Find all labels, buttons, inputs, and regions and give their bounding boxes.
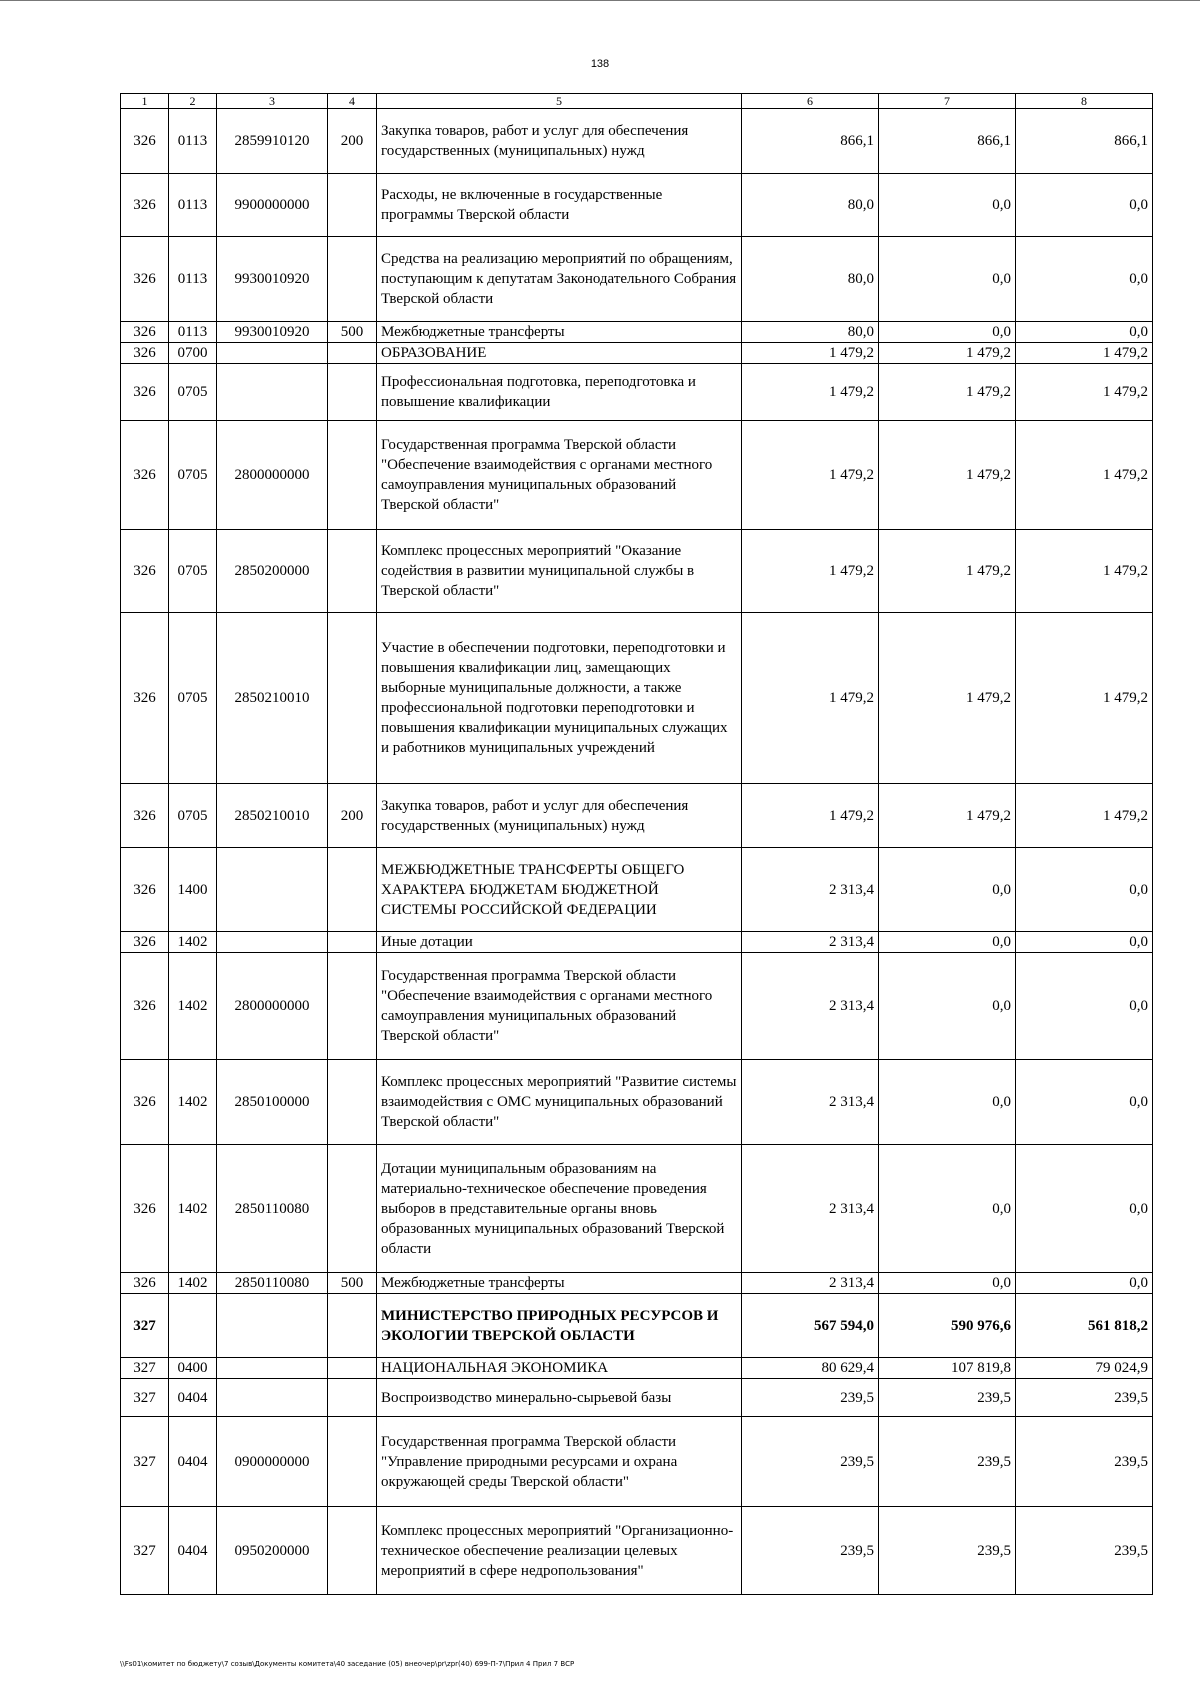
cell-expense-type (328, 1507, 377, 1595)
cell-expense-type (328, 530, 377, 613)
col-header-3: 3 (217, 94, 328, 109)
cell-amount-col8: 239,5 (1016, 1379, 1153, 1417)
cell-amount-col7: 0,0 (879, 1273, 1016, 1294)
cell-amount-col8: 239,5 (1016, 1507, 1153, 1595)
cell-amount-col8: 1 479,2 (1016, 530, 1153, 613)
cell-amount-col8: 1 479,2 (1016, 613, 1153, 784)
cell-amount-col8: 1 479,2 (1016, 784, 1153, 848)
cell-amount-col7: 0,0 (879, 1145, 1016, 1273)
cell-ministry-code: 326 (121, 530, 169, 613)
cell-target-article (217, 932, 328, 953)
cell-amount-col6: 2 313,4 (742, 1060, 879, 1145)
cell-description: Государственная программа Тверской области "Управление природными ресурсами и охрана окружающей среды Тверской области" (377, 1417, 742, 1507)
cell-amount-col7: 1 479,2 (879, 530, 1016, 613)
page-number: 138 (590, 58, 610, 70)
cell-amount-col6: 1 479,2 (742, 364, 879, 421)
cell-ministry-code: 326 (121, 109, 169, 174)
col-header-4: 4 (328, 94, 377, 109)
cell-target-article: 9930010920 (217, 322, 328, 343)
cell-ministry-code: 326 (121, 322, 169, 343)
cell-amount-col7: 239,5 (879, 1507, 1016, 1595)
cell-section-code: 0113 (169, 237, 217, 322)
cell-amount-col7: 0,0 (879, 1060, 1016, 1145)
cell-target-article: 2859910120 (217, 109, 328, 174)
cell-amount-col7: 0,0 (879, 237, 1016, 322)
cell-description: Средства на реализацию мероприятий по обращениям, поступающим к депутатам Законодательного Собрания Тверской области (377, 237, 742, 322)
cell-section-code: 0404 (169, 1379, 217, 1417)
cell-amount-col7: 239,5 (879, 1379, 1016, 1417)
cell-amount-col8: 1 479,2 (1016, 343, 1153, 364)
footer-file-path: \\Fs01\комитет по бюджету\7 созыв\Документы комитета\40 заседание (05) внеочер\pr\zpr(40) 699-П-7\Прил 4 Прил 7 ВСР (120, 1660, 575, 1668)
col-header-2: 2 (169, 94, 217, 109)
cell-section-code: 0113 (169, 322, 217, 343)
table-row (121, 848, 1153, 932)
cell-amount-col7: 1 479,2 (879, 784, 1016, 848)
cell-target-article: 2800000000 (217, 953, 328, 1060)
table-row (121, 953, 1153, 1060)
table-row (121, 1379, 1153, 1417)
cell-section-code: 0113 (169, 109, 217, 174)
cell-amount-col7: 0,0 (879, 932, 1016, 953)
cell-section-code: 0705 (169, 784, 217, 848)
cell-amount-col6: 1 479,2 (742, 421, 879, 530)
cell-amount-col8: 0,0 (1016, 237, 1153, 322)
scan-top-edge (0, 0, 1200, 1)
cell-expense-type (328, 1358, 377, 1379)
cell-amount-col6: 2 313,4 (742, 1145, 879, 1273)
cell-description: Закупка товаров, работ и услуг для обеспечения государственных (муниципальных) нужд (377, 109, 742, 174)
table-row (121, 1145, 1153, 1273)
cell-expense-type (328, 848, 377, 932)
table-row (121, 343, 1153, 364)
cell-section-code: 0113 (169, 174, 217, 237)
cell-amount-col6: 2 313,4 (742, 932, 879, 953)
cell-amount-col8: 866,1 (1016, 109, 1153, 174)
cell-amount-col6: 2 313,4 (742, 953, 879, 1060)
table-row (121, 322, 1153, 343)
cell-ministry-code: 326 (121, 343, 169, 364)
cell-section-code: 1402 (169, 1060, 217, 1145)
table-row (121, 530, 1153, 613)
cell-ministry-code: 327 (121, 1294, 169, 1358)
cell-description: Комплекс процессных мероприятий "Организационно-техническое обеспечение реализации целевых мероприятий в сфере недропользования" (377, 1507, 742, 1595)
cell-target-article: 2850100000 (217, 1060, 328, 1145)
cell-expense-type (328, 364, 377, 421)
cell-amount-col8: 0,0 (1016, 1273, 1153, 1294)
cell-description: Государственная программа Тверской области "Обеспечение взаимодействия с органами местного самоуправления муниципальных образований Тверской области" (377, 421, 742, 530)
cell-description: Межбюджетные трансферты (377, 322, 742, 343)
cell-amount-col7: 0,0 (879, 174, 1016, 237)
cell-amount-col8: 0,0 (1016, 1145, 1153, 1273)
cell-ministry-code: 326 (121, 364, 169, 421)
cell-ministry-code: 327 (121, 1417, 169, 1507)
table-row (121, 932, 1153, 953)
cell-section-code (169, 1294, 217, 1358)
cell-amount-col8: 561 818,2 (1016, 1294, 1153, 1358)
cell-description: НАЦИОНАЛЬНАЯ ЭКОНОМИКА (377, 1358, 742, 1379)
cell-amount-col8: 1 479,2 (1016, 421, 1153, 530)
cell-section-code: 0404 (169, 1507, 217, 1595)
cell-amount-col6: 80,0 (742, 322, 879, 343)
cell-amount-col6: 567 594,0 (742, 1294, 879, 1358)
cell-expense-type (328, 1379, 377, 1417)
table-row (121, 174, 1153, 237)
cell-expense-type (328, 174, 377, 237)
cell-ministry-code: 326 (121, 613, 169, 784)
table-row (121, 613, 1153, 784)
cell-description: ОБРАЗОВАНИЕ (377, 343, 742, 364)
cell-target-article: 9900000000 (217, 174, 328, 237)
cell-ministry-code: 326 (121, 174, 169, 237)
cell-section-code: 1400 (169, 848, 217, 932)
cell-description: Закупка товаров, работ и услуг для обеспечения государственных (муниципальных) нужд (377, 784, 742, 848)
cell-target-article: 0950200000 (217, 1507, 328, 1595)
cell-ministry-code: 326 (121, 421, 169, 530)
cell-expense-type: 500 (328, 322, 377, 343)
cell-expense-type (328, 421, 377, 530)
cell-amount-col6: 80,0 (742, 237, 879, 322)
cell-amount-col6: 1 479,2 (742, 613, 879, 784)
cell-amount-col8: 0,0 (1016, 322, 1153, 343)
cell-ministry-code: 326 (121, 237, 169, 322)
col-header-5: 5 (377, 94, 742, 109)
col-header-1: 1 (121, 94, 169, 109)
cell-target-article: 2850210010 (217, 613, 328, 784)
cell-description: Комплекс процессных мероприятий "Оказание содействия в развитии муниципальной службы в Тверской области" (377, 530, 742, 613)
cell-target-article: 0900000000 (217, 1417, 328, 1507)
cell-description: Комплекс процессных мероприятий "Развитие системы взаимодействия с ОМС муниципальных образований Тверской области" (377, 1060, 742, 1145)
cell-description: Иные дотации (377, 932, 742, 953)
cell-ministry-code: 327 (121, 1379, 169, 1417)
cell-amount-col6: 1 479,2 (742, 784, 879, 848)
cell-amount-col8: 0,0 (1016, 1060, 1153, 1145)
cell-expense-type (328, 237, 377, 322)
cell-ministry-code: 326 (121, 932, 169, 953)
cell-target-article: 2850200000 (217, 530, 328, 613)
cell-expense-type (328, 1294, 377, 1358)
table-row (121, 364, 1153, 421)
table-row (121, 1358, 1153, 1379)
cell-target-article (217, 343, 328, 364)
cell-target-article (217, 1294, 328, 1358)
cell-amount-col6: 2 313,4 (742, 1273, 879, 1294)
cell-section-code: 0705 (169, 421, 217, 530)
cell-expense-type (328, 1417, 377, 1507)
col-header-6: 6 (742, 94, 879, 109)
cell-amount-col7: 1 479,2 (879, 364, 1016, 421)
table-row (121, 1294, 1153, 1358)
cell-description: МЕЖБЮДЖЕТНЫЕ ТРАНСФЕРТЫ ОБЩЕГО ХАРАКТЕРА БЮДЖЕТАМ БЮДЖЕТНОЙ СИСТЕМЫ РОССИЙСКОЙ ФЕДЕРАЦИИ (377, 848, 742, 932)
cell-amount-col8: 239,5 (1016, 1417, 1153, 1507)
cell-section-code: 1402 (169, 953, 217, 1060)
cell-amount-col6: 1 479,2 (742, 530, 879, 613)
cell-target-article: 2850210010 (217, 784, 328, 848)
cell-amount-col7: 107 819,8 (879, 1358, 1016, 1379)
cell-expense-type: 500 (328, 1273, 377, 1294)
cell-section-code: 0705 (169, 613, 217, 784)
cell-ministry-code: 327 (121, 1507, 169, 1595)
cell-section-code: 0705 (169, 530, 217, 613)
table-row (121, 1417, 1153, 1507)
cell-ministry-code: 326 (121, 1273, 169, 1294)
cell-amount-col8: 0,0 (1016, 932, 1153, 953)
cell-description: Воспроизводство минерально-сырьевой базы (377, 1379, 742, 1417)
cell-target-article (217, 1379, 328, 1417)
cell-description: МИНИСТЕРСТВО ПРИРОДНЫХ РЕСУРСОВ И ЭКОЛОГИИ ТВЕРСКОЙ ОБЛАСТИ (377, 1294, 742, 1358)
cell-amount-col7: 866,1 (879, 109, 1016, 174)
cell-expense-type: 200 (328, 109, 377, 174)
cell-target-article (217, 848, 328, 932)
cell-amount-col6: 80,0 (742, 174, 879, 237)
cell-description: Государственная программа Тверской области "Обеспечение взаимодействия с органами местного самоуправления муниципальных образований Тверской области" (377, 953, 742, 1060)
cell-expense-type (328, 1060, 377, 1145)
cell-amount-col7: 0,0 (879, 322, 1016, 343)
table-row (121, 1273, 1153, 1294)
cell-section-code: 0705 (169, 364, 217, 421)
cell-target-article: 2800000000 (217, 421, 328, 530)
cell-amount-col7: 590 976,6 (879, 1294, 1016, 1358)
cell-expense-type (328, 932, 377, 953)
cell-amount-col7: 239,5 (879, 1417, 1016, 1507)
cell-target-article: 2850110080 (217, 1145, 328, 1273)
cell-amount-col6: 1 479,2 (742, 343, 879, 364)
cell-target-article (217, 364, 328, 421)
cell-description: Профессиональная подготовка, переподготовка и повышение квалификации (377, 364, 742, 421)
cell-amount-col6: 80 629,4 (742, 1358, 879, 1379)
cell-expense-type (328, 343, 377, 364)
cell-amount-col8: 0,0 (1016, 953, 1153, 1060)
cell-target-article: 9930010920 (217, 237, 328, 322)
cell-section-code: 0400 (169, 1358, 217, 1379)
cell-ministry-code: 326 (121, 784, 169, 848)
table-row (121, 1507, 1153, 1595)
cell-ministry-code: 326 (121, 953, 169, 1060)
cell-section-code: 1402 (169, 932, 217, 953)
cell-section-code: 1402 (169, 1273, 217, 1294)
cell-amount-col6: 239,5 (742, 1417, 879, 1507)
cell-amount-col8: 0,0 (1016, 848, 1153, 932)
cell-amount-col7: 1 479,2 (879, 421, 1016, 530)
budget-table (120, 93, 1153, 1595)
cell-section-code: 0700 (169, 343, 217, 364)
col-header-8: 8 (1016, 94, 1153, 109)
cell-description: Участие в обеспечении подготовки, переподготовки и повышения квалификации лиц, замещающих выборные муниципальные должности, а также профессиональной подготовки переподготовки и повышения квалификации муниципальных служащих и работников муниципальных учреждений (377, 613, 742, 784)
cell-target-article (217, 1358, 328, 1379)
cell-description: Расходы, не включенные в государственные программы Тверской области (377, 174, 742, 237)
cell-ministry-code: 326 (121, 1060, 169, 1145)
cell-amount-col8: 0,0 (1016, 174, 1153, 237)
cell-section-code: 0404 (169, 1417, 217, 1507)
cell-amount-col6: 866,1 (742, 109, 879, 174)
table-row (121, 421, 1153, 530)
cell-amount-col7: 1 479,2 (879, 343, 1016, 364)
cell-amount-col7: 0,0 (879, 953, 1016, 1060)
cell-expense-type: 200 (328, 784, 377, 848)
cell-expense-type (328, 613, 377, 784)
cell-expense-type (328, 1145, 377, 1273)
cell-ministry-code: 326 (121, 848, 169, 932)
cell-amount-col6: 239,5 (742, 1379, 879, 1417)
cell-amount-col7: 0,0 (879, 848, 1016, 932)
cell-target-article: 2850110080 (217, 1273, 328, 1294)
cell-amount-col8: 1 479,2 (1016, 364, 1153, 421)
table-row (121, 109, 1153, 174)
column-number-row (121, 94, 1153, 109)
col-header-7: 7 (879, 94, 1016, 109)
table-row (121, 237, 1153, 322)
cell-expense-type (328, 953, 377, 1060)
cell-amount-col8: 79 024,9 (1016, 1358, 1153, 1379)
table-row (121, 784, 1153, 848)
cell-amount-col6: 2 313,4 (742, 848, 879, 932)
table-row (121, 1060, 1153, 1145)
cell-ministry-code: 326 (121, 1145, 169, 1273)
cell-section-code: 1402 (169, 1145, 217, 1273)
cell-ministry-code: 327 (121, 1358, 169, 1379)
cell-amount-col7: 1 479,2 (879, 613, 1016, 784)
cell-description: Межбюджетные трансферты (377, 1273, 742, 1294)
cell-amount-col6: 239,5 (742, 1507, 879, 1595)
cell-description: Дотации муниципальным образованиям на материально-техническое обеспечение проведения выборов в представительные органы вновь образованных муниципальных образований Тверской области (377, 1145, 742, 1273)
